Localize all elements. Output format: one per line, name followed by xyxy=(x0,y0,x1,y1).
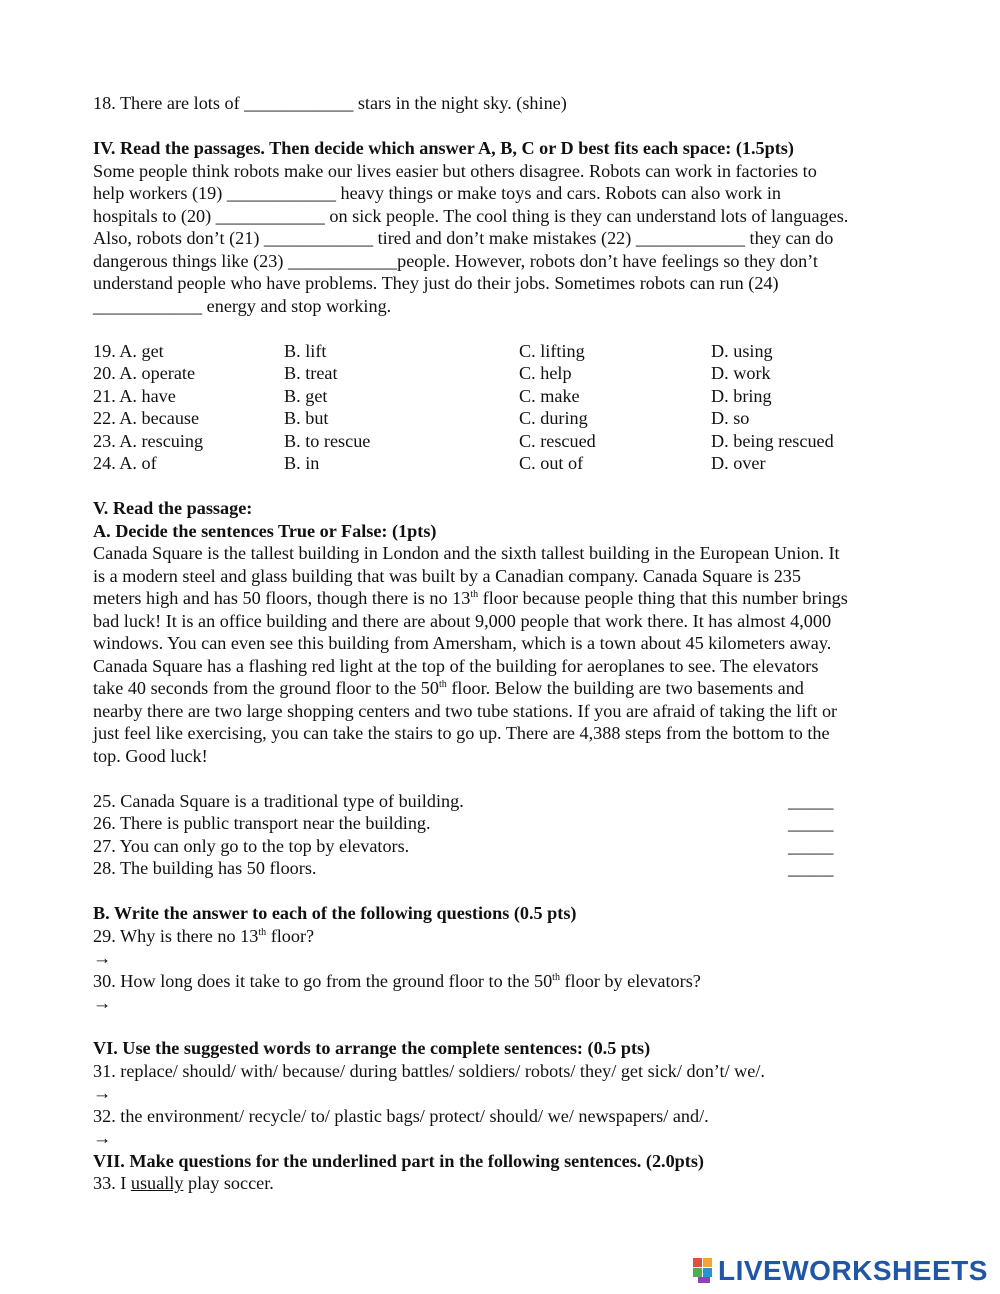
passage-line: meters high and has 50 floors, though there is no 13th floor because people thing that this number brings xyxy=(93,588,848,608)
answer-arrow[interactable]: → xyxy=(93,1128,112,1148)
worksheet-page xyxy=(93,92,913,1195)
passage-line: hospitals to (20) ____________ on sick people. The cool thing is they can understand lots of languages. xyxy=(93,205,849,226)
option-a[interactable]: 20. A. operate xyxy=(93,363,196,383)
answer-arrow[interactable]: → xyxy=(93,993,112,1013)
options-row-23 xyxy=(93,430,913,453)
option-b[interactable]: B. in xyxy=(284,453,320,473)
option-a[interactable]: 21. A. have xyxy=(93,385,176,406)
section-iv-heading: IV. Read the passages. Then decide which answer A, B, C or D best fits each space: (1.5pts) xyxy=(93,138,794,158)
question-31: 31. replace/ should/ with/ because/ during battles/ soldiers/ robots/ they/ get sick/ don’t/ we/. xyxy=(93,1060,765,1081)
logo-blocks-icon xyxy=(693,1258,715,1284)
options-row-24 xyxy=(93,452,913,475)
passage-line: dangerous things like (23) ____________people. However, robots don’t have feelings so they don’t xyxy=(93,250,818,271)
question-18: 18. There are lots of ____________ stars in the night sky. (shine) xyxy=(93,93,567,113)
passage-line: bad luck! It is an office building and there are about 9,000 people that work there. It has almost 4,000 xyxy=(93,610,832,631)
passage-line: Some people think robots make our lives easier but others disagree. Robots can work in factories to xyxy=(93,160,817,181)
option-b[interactable]: B. but xyxy=(284,408,329,428)
passage-line: is a modern steel and glass building that was built by a Canadian company. Canada Square is 235 xyxy=(93,565,801,586)
option-c[interactable]: C. help xyxy=(519,363,572,383)
options-row-22 xyxy=(93,407,913,430)
option-a[interactable]: 24. A. of xyxy=(93,453,157,473)
passage-line: take 40 seconds from the ground floor to the 50th floor. Below the building are two basements and xyxy=(93,678,804,698)
tf-question-26: 26. There is public transport near the building. _____ xyxy=(93,813,834,833)
passage-line: top. Good luck! xyxy=(93,745,208,766)
option-d[interactable]: D. over xyxy=(711,453,766,473)
section-v-heading: V. Read the passage: xyxy=(93,498,253,518)
option-c[interactable]: C. during xyxy=(519,408,588,428)
passage-line: help workers (19) ____________ heavy things or make toys and cars. Robots can also work in xyxy=(93,183,781,203)
answer-blank[interactable]: _____ xyxy=(788,835,834,856)
passage-line: ____________ energy and stop working. xyxy=(93,295,392,316)
question-29: 29. Why is there no 13th floor? xyxy=(93,925,315,946)
section-vi-heading: VI. Use the suggested words to arrange the complete sentences: (0.5 pts) xyxy=(93,1038,651,1058)
tf-question-28: 28. The building has 50 floors. _____ xyxy=(93,858,834,878)
option-c[interactable]: C. lifting xyxy=(519,340,585,361)
passage-line: understand people who have problems. They just do their jobs. Sometimes robots can run (24) xyxy=(93,273,779,293)
option-c[interactable]: C. out of xyxy=(519,453,584,473)
option-a[interactable]: 23. A. rescuing xyxy=(93,430,204,451)
passage-line: Canada Square is the tallest building in London and the sixth tallest building in the European Union. It xyxy=(93,543,840,563)
option-d[interactable]: D. so xyxy=(711,408,750,428)
part-b-heading: B. Write the answer to each of the following questions (0.5 pts) xyxy=(93,903,577,923)
passage-line: Also, robots don’t (21) ____________ tired and don’t make mistakes (22) ____________ they can do xyxy=(93,228,834,248)
passage-line: just feel like exercising, you can take the stairs to go up. There are 4,388 steps from the bottom to the xyxy=(93,723,830,743)
tf-question-27: 27. You can only go to the top by elevators. _____ xyxy=(93,835,834,856)
part-a-heading: A. Decide the sentences True or False: (1pts) xyxy=(93,520,437,541)
option-b[interactable]: B. lift xyxy=(284,340,327,361)
section-vii-heading: VII. Make questions for the underlined part in the following sentences. (2.0pts) xyxy=(93,1150,704,1171)
options-row-20 xyxy=(93,362,913,385)
question-33: 33. I usually play soccer. xyxy=(93,1173,274,1193)
options-row-21 xyxy=(93,385,913,408)
answer-blank[interactable]: _____ xyxy=(788,858,834,878)
answer-blank[interactable]: _____ xyxy=(788,813,834,833)
option-c[interactable]: C. rescued xyxy=(519,430,596,451)
tf-question-25: 25. Canada Square is a traditional type of building. _____ xyxy=(93,790,834,811)
passage-line: Canada Square has a flashing red light at the top of the building for aeroplanes to see. The elevators xyxy=(93,655,819,676)
question-30: 30. How long does it take to go from the ground floor to the 50th floor by elevators? xyxy=(93,970,701,991)
option-d[interactable]: D. work xyxy=(711,363,771,383)
option-b[interactable]: B. get xyxy=(284,385,328,406)
option-a[interactable]: 22. A. because xyxy=(93,408,200,428)
option-d[interactable]: D. being rescued xyxy=(711,430,834,451)
option-d[interactable]: D. bring xyxy=(711,385,772,406)
liveworksheets-logo xyxy=(693,1256,988,1286)
logo-text: LIVEWORKSHEETS xyxy=(718,1255,988,1286)
option-a[interactable]: 19. A. get xyxy=(93,340,164,361)
options-row-19 xyxy=(93,340,913,363)
question-32: 32. the environment/ recycle/ to/ plastic bags/ protect/ should/ we/ newspapers/ and/. xyxy=(93,1105,709,1126)
answer-arrow[interactable]: → xyxy=(93,1083,112,1103)
passage-line: nearby there are two large shopping centers and two tube stations. If you are afraid of taking the lift or xyxy=(93,700,838,721)
passage-line: windows. You can even see this building from Amersham, which is a town about 45 kilometers away. xyxy=(93,633,832,653)
option-b[interactable]: B. treat xyxy=(284,363,338,383)
option-c[interactable]: C. make xyxy=(519,385,580,406)
option-d[interactable]: D. using xyxy=(711,340,773,361)
option-b[interactable]: B. to rescue xyxy=(284,430,371,451)
answer-arrow[interactable]: → xyxy=(93,948,112,968)
answer-blank[interactable]: _____ xyxy=(788,790,834,811)
underlined-word: usually xyxy=(130,1173,184,1193)
